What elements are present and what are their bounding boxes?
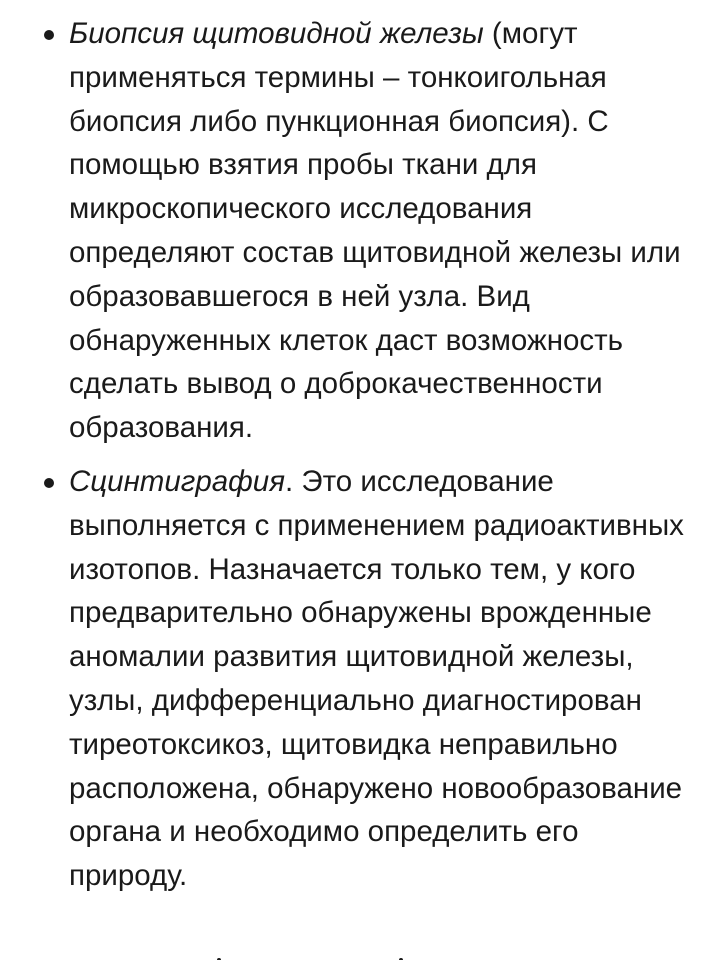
bullet-icon [44,30,54,40]
bullet-icon [44,478,54,488]
truncated-next-line [69,948,629,960]
description-biopsy: (могут применяться термины – тонкоигольная биопсия либо пункционная биопсия). С помощью взятия пробы ткани для микроскопического исследования определяют состав щитовидной железы или образовавшегося в ней узла. Вид обнаруженных клеток даст возможность сделать вывод о доброкачественности образования. [69,17,681,445]
description-scintigraphy: . Это исследование выполняется с применением радиоактивных изотопов. Назначается только тем, у кого предварительно обнаружены врожденные аномалии развития щитовидной железы, узлы, дифференциально диагностирован тиреотоксикоз, щитовидка неправильно расположена, обнаружено новообразование органа и необходимо определить его природу. [69,464,684,893]
term-scintigraphy: Сцинтиграфия [69,464,285,498]
list-item-biopsy [0,12,715,450]
term-biopsy: Биопсия щитовидной железы [69,17,484,50]
list-item-scintigraphy [0,460,715,898]
bullet-list [0,12,715,908]
